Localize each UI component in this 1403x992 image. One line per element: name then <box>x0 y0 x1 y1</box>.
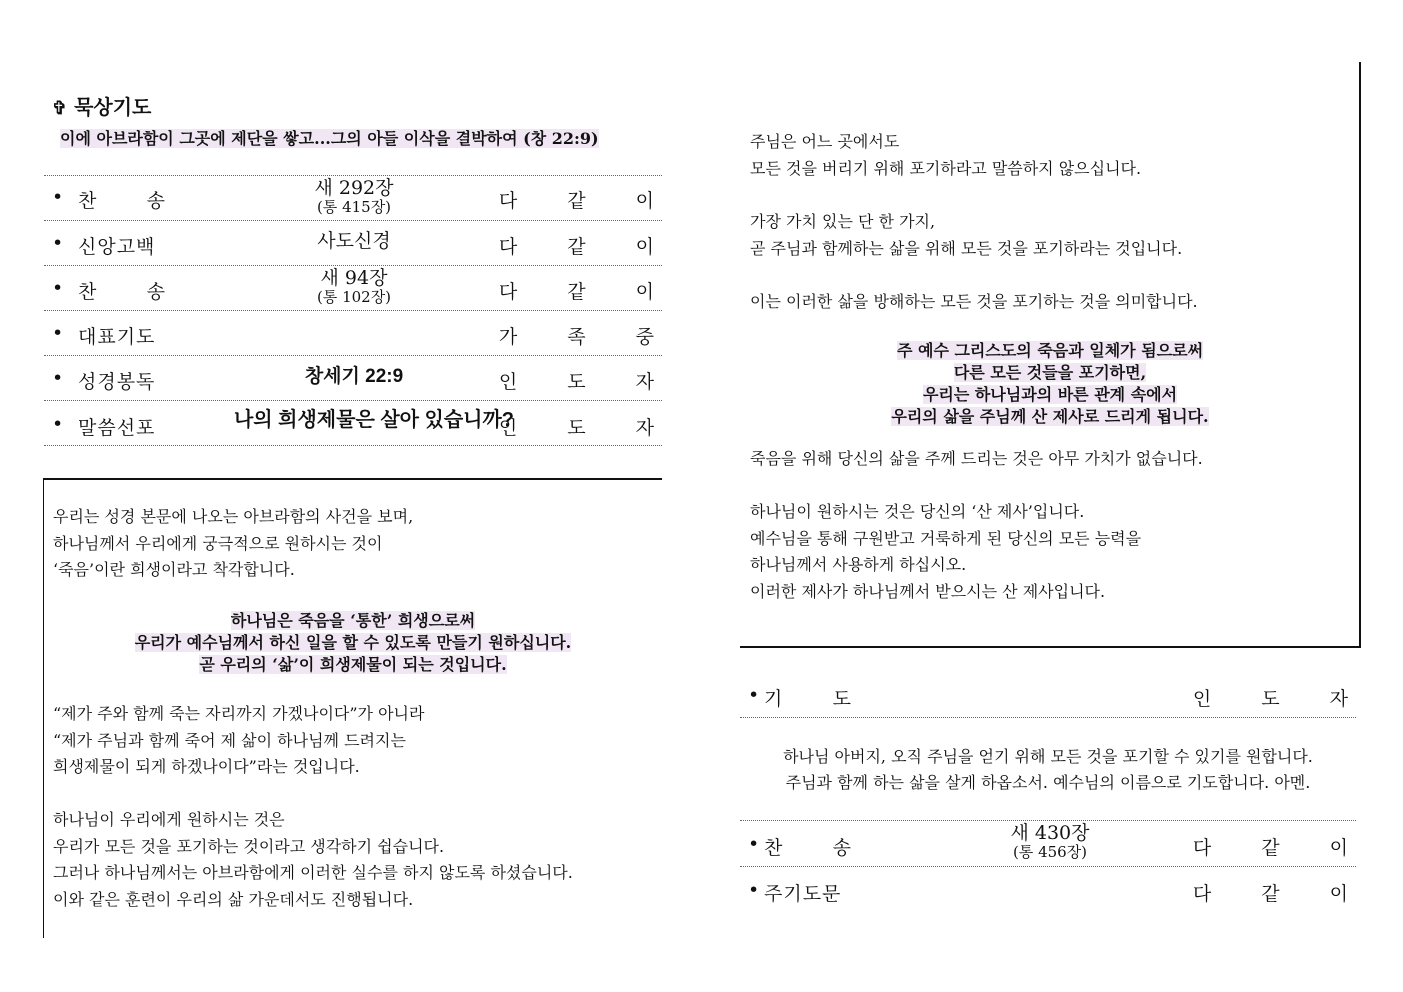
order-center: 사도신경 <box>317 230 391 252</box>
order-label: 찬 송 <box>78 190 166 212</box>
order-center: 새 292장 (통 415장) <box>314 177 394 216</box>
bullet: • <box>52 277 64 299</box>
closing-prayer-text: 하나님 아버지, 오직 주님을 얻기 위해 모든 것을 포기할 수 있기를 원합니다. 주님과 함께 하는 삶을 살게 하옵소서. 예수님의 이름으로 기도합니다. 아멘. <box>783 747 1313 792</box>
right-box-bottom-border <box>740 646 1361 648</box>
order-right: 다 같 이 <box>498 281 676 303</box>
left-para2: “제가 주와 함께 죽는 자리까지 가겠나이다”가 아니라 “제가 주님과 함께 죽어 제 삶이 하나님께 드려지는 희생제물이 되게 하겠나이다”라는 것입니다. <box>53 704 425 776</box>
bullet: • <box>52 232 64 254</box>
order-right: 다 같 이 <box>1192 837 1370 859</box>
bullet: • <box>52 186 64 208</box>
sermon-title: 나의 희생제물은 살아 있습니까? <box>233 409 515 431</box>
order-label: 기 도 <box>764 688 852 710</box>
order-right: 가 족 중 <box>498 326 676 348</box>
bullet: • <box>52 322 64 344</box>
order-label: 성경봉독 <box>78 371 156 393</box>
order-center: 새 430장 (통 456장) <box>1010 822 1090 861</box>
order-center: 창세기 22:9 <box>304 366 404 387</box>
order-right: 인 도 자 <box>498 417 676 439</box>
order-right: 인 도 자 <box>1192 688 1370 710</box>
order-row-prayer <box>44 311 676 356</box>
order-label: 신앙고백 <box>78 236 156 258</box>
right-para3: 이는 이러한 삶을 방해하는 모든 것을 포기하는 것을 의미합니다. <box>750 292 1198 311</box>
order-center: 새 94장 (통 102장) <box>316 267 392 306</box>
right-highlight: 주 예수 그리스도의 죽음과 일체가 됨으로써 다른 모든 것들을 포기하면, 우리는 하나님과의 바른 관계 속에서 우리의 삶을 주님께 산 제사로 드리게 됩니다. <box>891 341 1209 426</box>
left-box-top-border <box>44 478 662 480</box>
order-row-creed <box>44 221 676 266</box>
bullet: • <box>52 413 64 435</box>
order-label: 찬 송 <box>78 281 166 303</box>
heading <box>52 91 151 120</box>
cross-icon: ✞ <box>52 98 68 119</box>
order-right: 다 같 이 <box>498 236 676 258</box>
order-row-hymn3 <box>740 821 1370 867</box>
order-row-sermon <box>44 401 676 446</box>
order-label: 대표기도 <box>78 326 156 348</box>
order-label: 찬 송 <box>764 837 852 859</box>
left-box-left-border <box>43 478 44 938</box>
left-para3: 하나님이 우리에게 원하시는 것은 우리가 모든 것을 포기하는 것이라고 생각하기 쉽습니다. 그러나 하나님께서는 아브라함에게 이러한 실수를 하지 않도록 하셨습니다. 이와 같은 훈련이 우리의 삶 가운데서도 진행됩니다. <box>53 810 573 909</box>
order-label: 말씀선포 <box>78 417 156 439</box>
heading-text: 묵상기도 <box>74 95 152 119</box>
bullet: • <box>748 833 760 855</box>
bullet: • <box>748 684 760 706</box>
left-para1: 우리는 성경 본문에 나오는 아브라함의 사건을 보며, 하나님께서 우리에게 궁극적으로 원하시는 것이 ‘죽음’이란 희생이라고 착각합니다. <box>53 507 414 579</box>
order-right: 다 같 이 <box>1192 883 1370 905</box>
bullet: • <box>748 879 760 901</box>
order-row-hymn2 <box>44 266 676 311</box>
order-right: 인 도 자 <box>498 371 676 393</box>
order-right: 다 같 이 <box>498 190 676 212</box>
order-row-lords-prayer <box>740 867 1370 911</box>
right-para5: 하나님이 원하시는 것은 당신의 ‘산 제사’입니다. 예수님을 통해 구원받고 거룩하게 된 당신의 모든 능력을 하나님께서 사용하게 하십시오. 이러한 제사가 하나님께서 받으시는 산 제사입니다. <box>750 502 1142 601</box>
scripture: 이에 아브라함이 그곳에 제단을 쌓고...그의 아들 이삭을 결박하여 (창 22:9) <box>60 129 599 148</box>
order-row-hymn1 <box>44 176 676 221</box>
right-para1: 주님은 어느 곳에서도 모든 것을 버리기 위해 포기하라고 말씀하지 않으십니다. <box>750 132 1142 178</box>
right-para4: 죽음을 위해 당신의 삶을 주께 드리는 것은 아무 가치가 없습니다. <box>750 449 1203 468</box>
order-label: 주기도문 <box>764 883 842 905</box>
order-row-closing-prayer <box>740 674 1370 718</box>
order-row-reading <box>44 356 676 401</box>
bullet: • <box>52 367 64 389</box>
right-para2: 가장 가치 있는 단 한 가지, 곧 주님과 함께하는 삶을 위해 모든 것을 포기하라는 것입니다. <box>750 212 1183 258</box>
left-highlight: 하나님은 죽음을 ‘통한’ 희생으로써 우리가 예수님께서 하신 일을 할 수 있도록 만들기 원하십니다. 곧 우리의 ‘삶’이 희생제물이 되는 것입니다. <box>134 611 572 674</box>
